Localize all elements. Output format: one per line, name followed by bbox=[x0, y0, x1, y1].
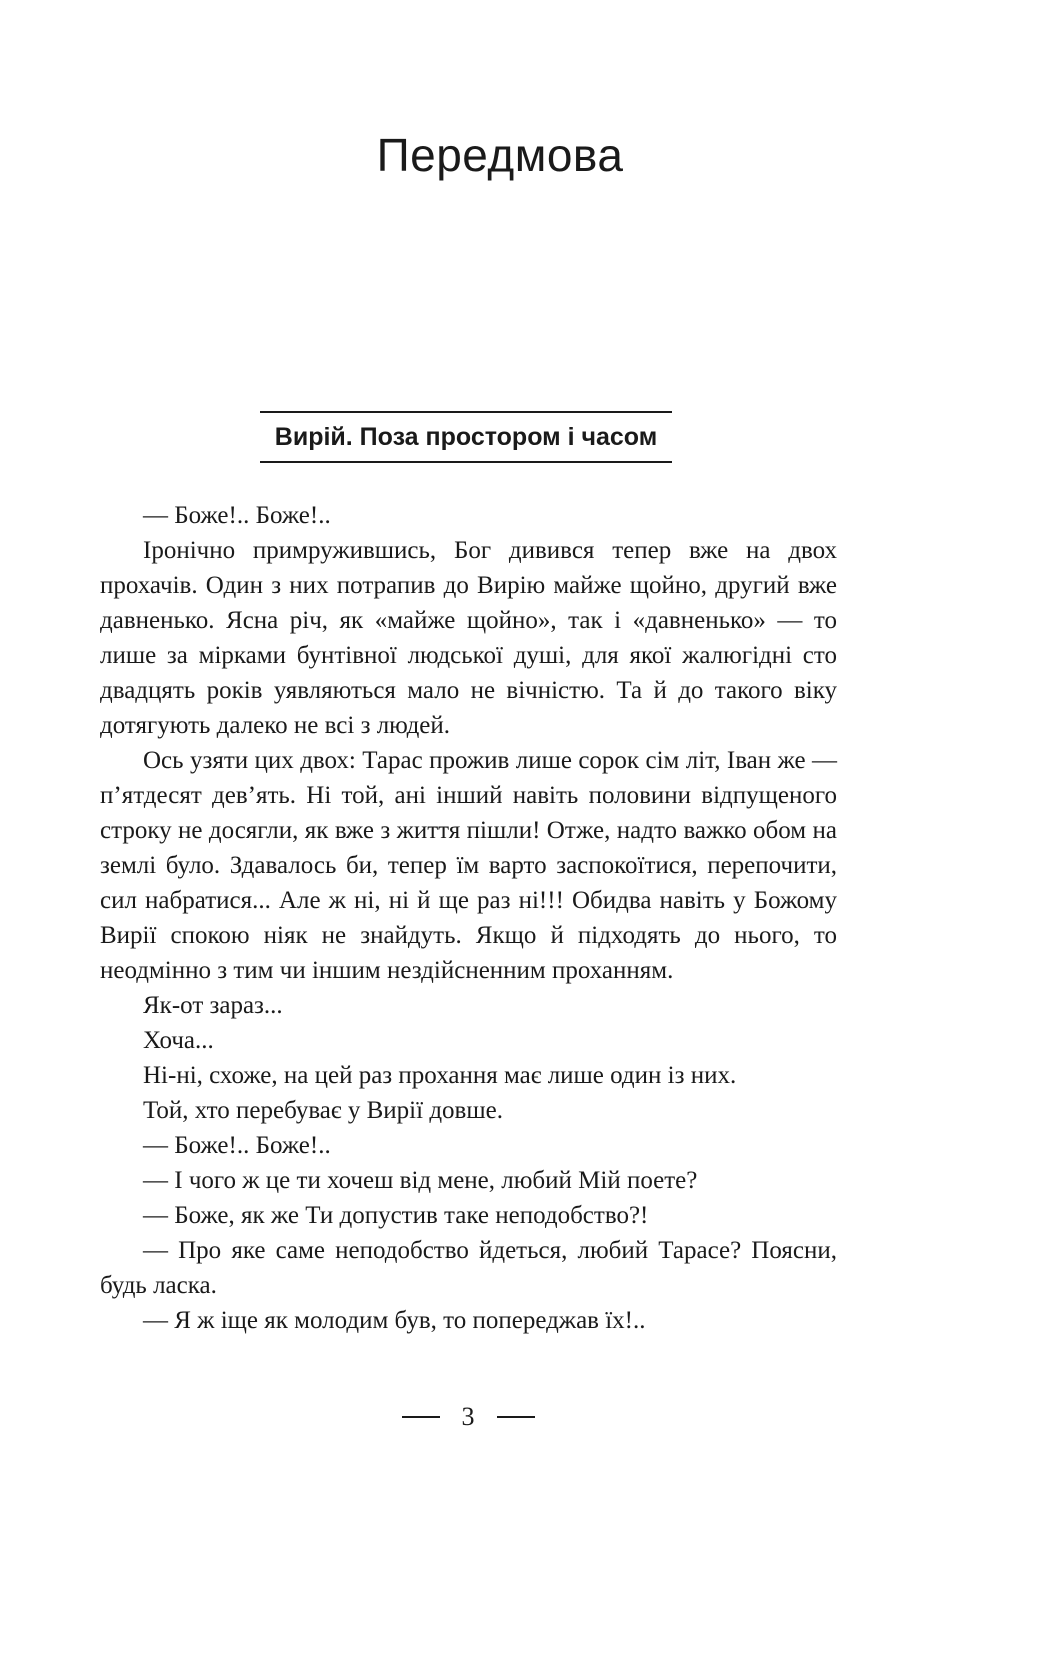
section-heading-box bbox=[260, 411, 672, 463]
paragraph-12: — Я ж іще як молодим був, то попереджав їх!.. bbox=[143, 1307, 646, 1334]
page-footer bbox=[0, 1402, 936, 1432]
paragraph-5: Хоча... bbox=[143, 1027, 214, 1054]
paragraph-6: Ні-ні, схоже, на цей раз прохання має лише один із них. bbox=[143, 1062, 737, 1089]
page-title: Передмова bbox=[376, 129, 624, 181]
paragraph-11: — Про яке саме неподобство йдеться, любий Тарасе? Поясни, будь ласка. bbox=[100, 1237, 837, 1299]
section-heading: Вирій. Поза простором і часом bbox=[274, 422, 658, 451]
footer-dash-left bbox=[402, 1416, 440, 1418]
paragraph-3: Ось узяти цих двох: Тарас прожив лише сорок сім літ, Іван же — п’ятдесят дев’ять. Ні той, ані інший навіть половини відпущеного строку не досягли, як вже з життя пішли! Отже, надто важко обом на землі було. Здавалось би, тепер їм варто заспокоїтися, перепочити, сил набратися... Але ж ні, ні й ще раз ні!!! Обидва навіть у Божому Вирії спокою ніяк не знайдуть. Якщо й підходять до нього, то неодмінно з тим чи іншим нездійсненним проханням. bbox=[100, 747, 837, 984]
paragraph-8: — Боже!.. Боже!.. bbox=[143, 1132, 331, 1159]
paragraph-7: Той, хто перебуває у Вирії довше. bbox=[143, 1097, 503, 1124]
paragraph-1: — Боже!.. Боже!.. bbox=[143, 502, 331, 529]
footer-dash-right bbox=[497, 1416, 535, 1418]
body-text bbox=[100, 498, 837, 1338]
paragraph-2: Іронічно примружившись, Бог дивився тепер вже на двох прохачів. Один з них потрапив до Вирію майже щойно, другий вже давненько. Ясна річ, як «майже щойно», так і «давненько» — то лише за мірками бунтівної людської душі, для якої жалюгідні сто двадцять років уявляються мало не вічністю. Та й до такого віку дотягують далеко не всі з людей. bbox=[100, 537, 837, 739]
page-number: 3 bbox=[461, 1402, 475, 1431]
paragraph-10: — Боже, як же Ти допустив таке неподобство?! bbox=[143, 1202, 649, 1229]
paragraph-9: — І чого ж це ти хочеш від мене, любий Мій поете? bbox=[143, 1167, 698, 1194]
paragraph-4: Як-от зараз... bbox=[143, 992, 283, 1019]
